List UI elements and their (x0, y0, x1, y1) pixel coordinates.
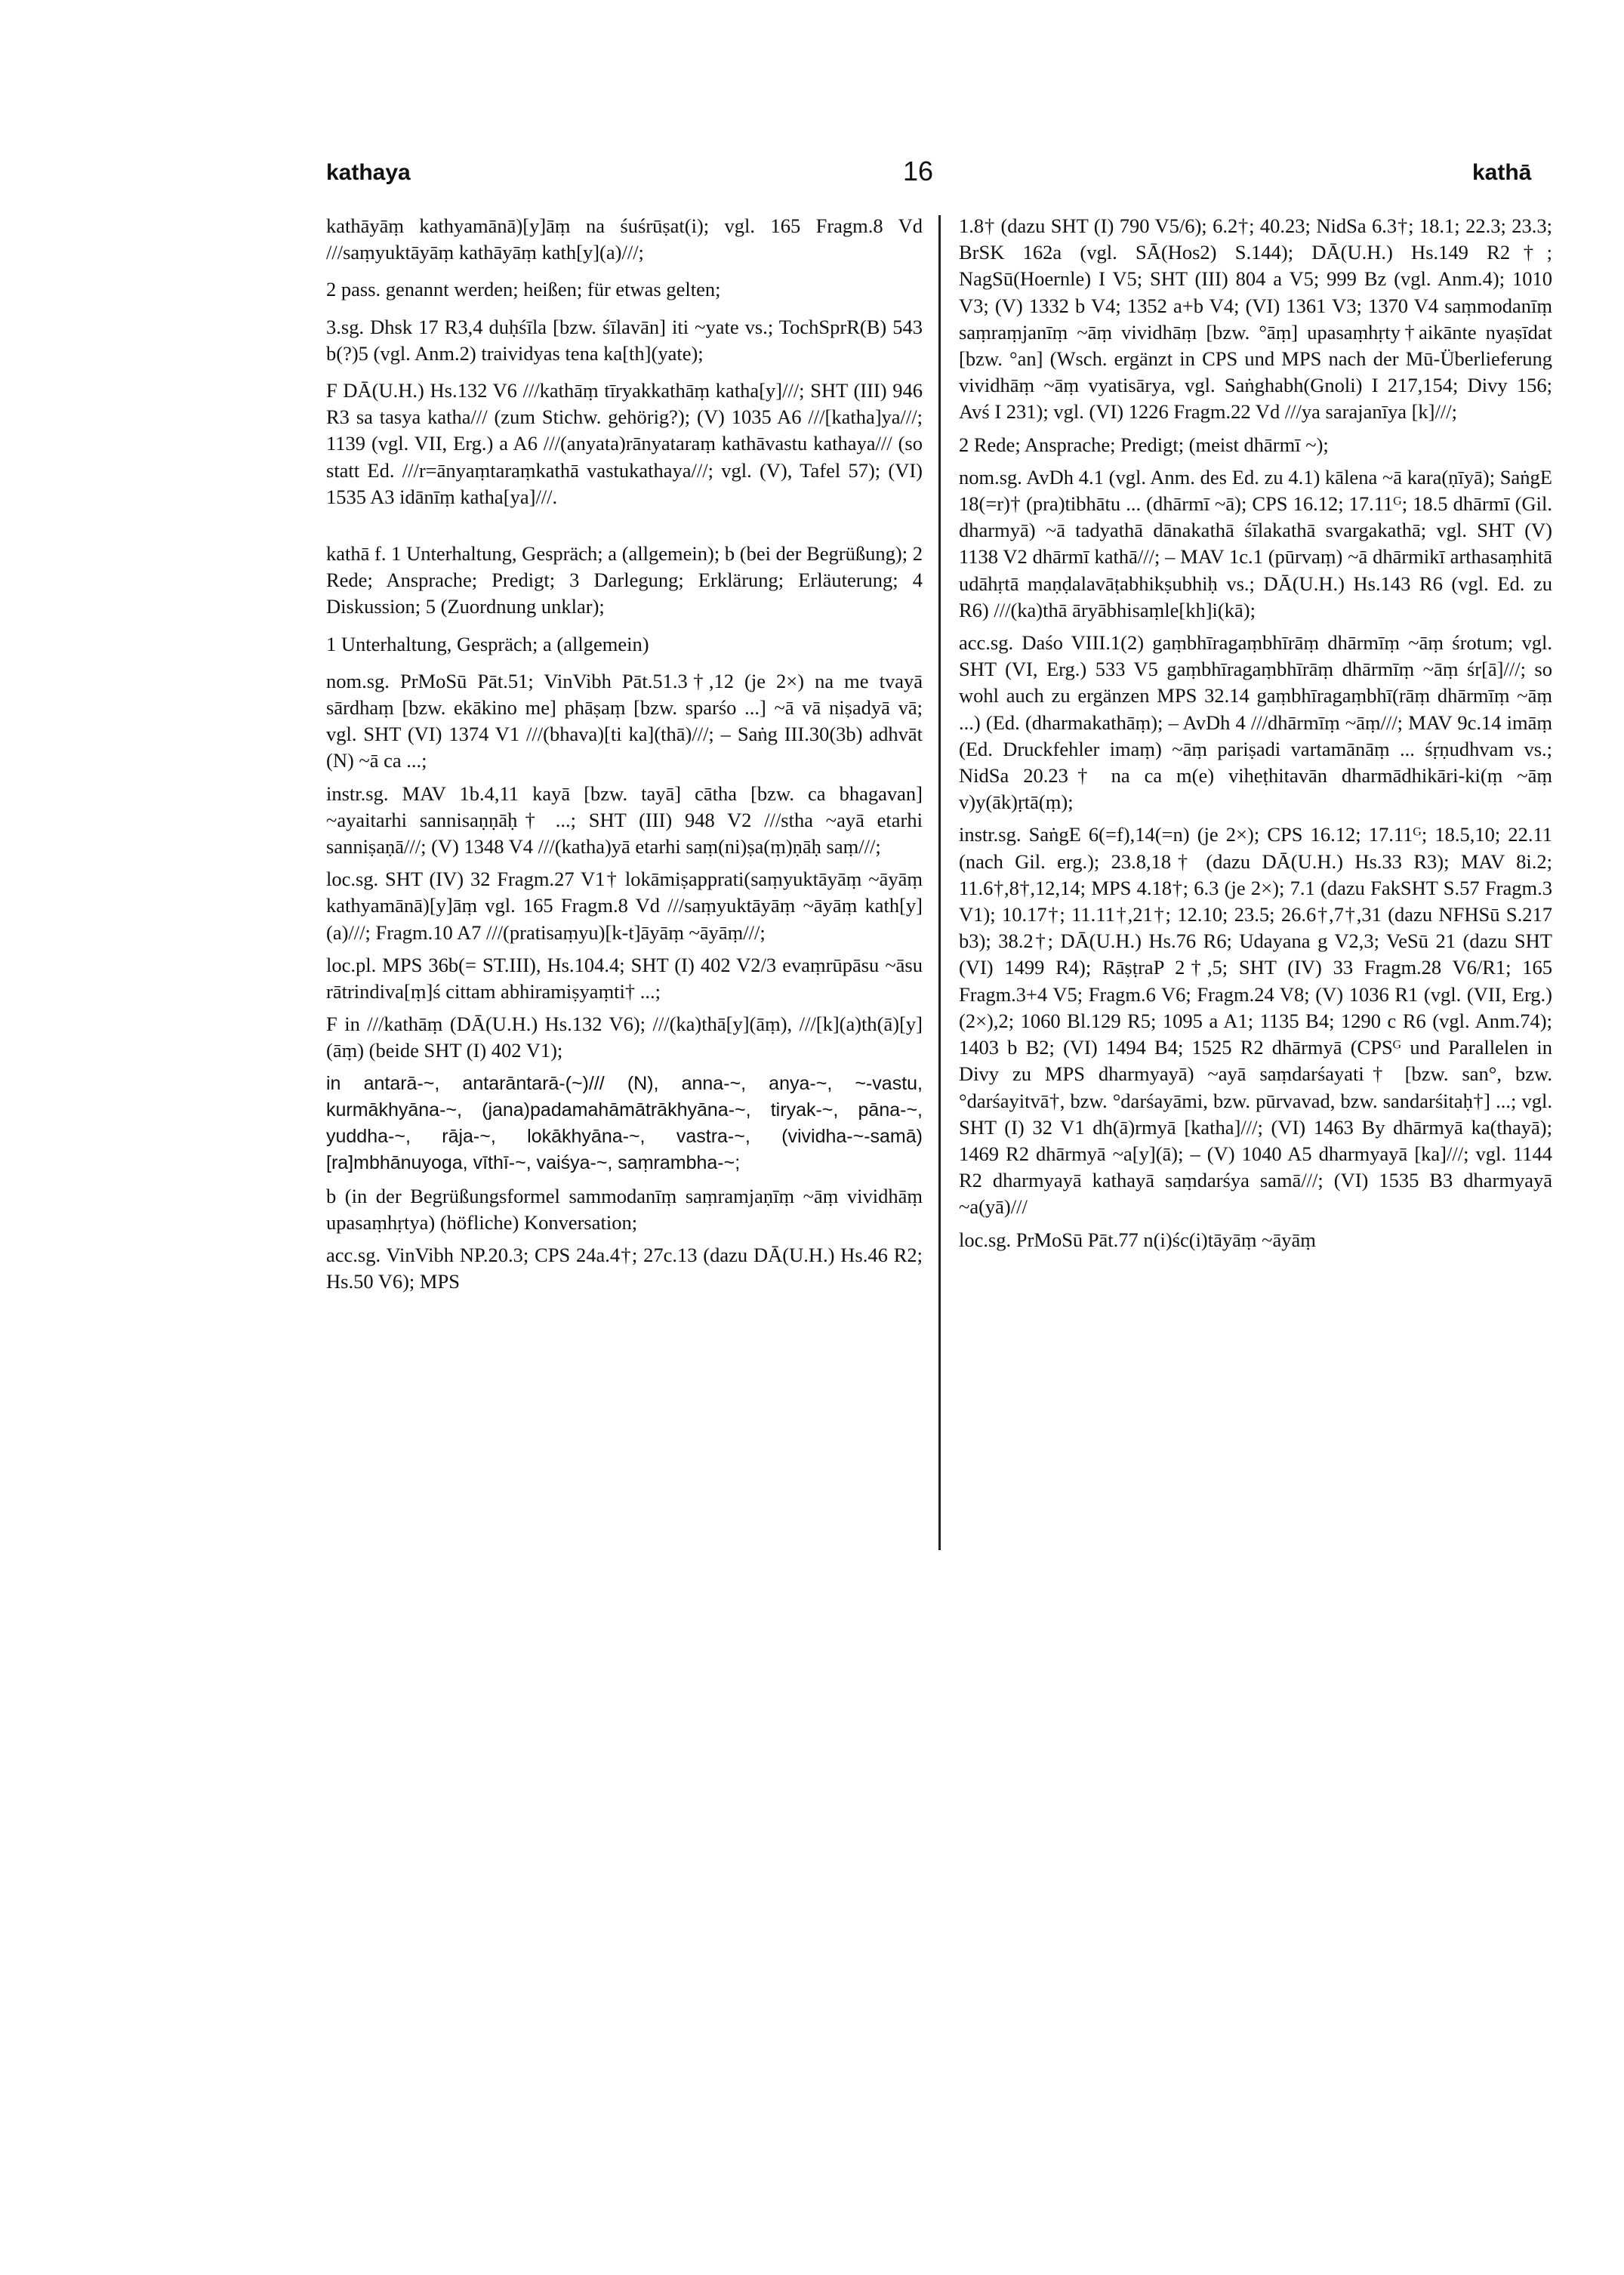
sense-heading: b (in der Begrüßungsformel sammodanīṃ saṃramjaṇīṃ ~āṃ vividhāṃ upasaṃhṛtya) (höfliche) Konversation; (326, 1184, 923, 1234)
page-number: 16 (903, 156, 934, 187)
sense-heading: 1 Unterhaltung, Gespräch; a (allgemein) (326, 632, 649, 655)
header-left-headword: kathaya (326, 160, 411, 185)
entry-paragraph: instr.sg. SaṅgE 6(=f),14(=n) (je 2×); CPS 16.12; 17.11ᴳ; 18.5,10; 22.11 (nach Gil. erg.); 23.8,18† (dazu DĀ(U.H.) Hs.33 R3); MAV 8i.2; 11.6†,8†,12,14; MPS 4.18†; 6.3 (je 2×); 7.1 (dazu FakSHT S.57 Fragm.3 V1); 10.17†; 11.11†,21†; 12.10; 23.5; 26.6†,7†,31 (dazu NFHSū S.217 b3); 38.2†; DĀ(U.H.) Hs.76 R6; Udayana g V2,3; VeSū 21 (dazu SHT (VI) 1499 R4); RāṣṭraP 2†,5; SHT (IV) 33 Fragm.28 V6/R1; 165 Fragm.3+4 V5; Fragm.6 V6; Fragm.24 V8; (V) 1036 R1 (vgl. (VII, Erg.)(2×),2; 1060 Bl.129 R5; 1095 a A1; 1135 B4; 1290 c R6 (vgl. Anm.74); 1403 b B2; (VI) 1494 B4; 1525 R2 dhārmyā (CPSᴳ und Parallelen in Divy zu MPS dharmyayā) ~ayā saṃdarśayati† [bzw. san°, bzw. °darśayitvā†, bzw. °darśayāmi, bzw. pūrvavad, bzw. sandarśitaḥ†] ...; vgl. SHT (I) 32 V1 dh(ā)rmyā [katha]///; (VI) 1463 By dhārmyā ka(thayā); 1469 R2 dhārmyā ~a[y](ā); – (V) 1040 A5 dharmyayā [ka]///; vgl. 1144 R2 dharmyayā kathayā saṃdarśya samā///; (VI) 1535 B3 dharmyayā ~a(yā)/// (959, 823, 1552, 1219)
header-right-headword: kathā (1472, 160, 1532, 185)
entry-paragraph: acc.sg. Daśo VIII.1(2) gaṃbhīragaṃbhīrāṃ dhārmīṃ ~āṃ śrotum; vgl. SHT (VI, Erg.) 533 V5 gaṃbhīragaṃbhīrāṃ dhārmīṃ ~āṃ śr[ā]///; so wohl auch zu ergänzen MPS 32.14 gaṃbhīragaṃbhī(rāṃ dhārmīṃ ~āṃ ...) (Ed. (dharmakathāṃ); – AvDh 4 ///dhārmīṃ ~āṃ///; MAV 9c.14 imāṃ (Ed. Druckfehler imaṃ) ~āṃ pariṣadi vartamānāṃ ... śṛṇudhvam vs.; NidSa 20.23† na ca m(e) viheṭhitavān dharmādhikāri-ki(ṃ ~āṃ v)y(āk)ṛtā(ṃ); (959, 631, 1552, 814)
entry-paragraph: loc.sg. SHT (IV) 32 Fragm.27 V1† lokāmiṣapprati(saṃyuktāyāṃ ~āyāṃ kathyamānā)[y]āṃ vgl. 165 Fragm.8 Vd ///saṃyuktāyāṃ ~āyāṃ kath[y](a)///; Fragm.10 A7 ///(pratisaṃyu)[k-t]āyāṃ ~āyāṃ///; (326, 868, 923, 944)
entry-paragraph: 3.sg. Dhsk 17 R3,4 duḥśīla [bzw. śīlavān] iti ~yate vs.; TochSprR(B) 543 b(?)5 (vgl. Anm.2) traividyas tena ka[th](yate); (326, 315, 923, 365)
left-column (326, 213, 923, 1301)
entry-paragraph: F in ///kathāṃ (DĀ(U.H.) Hs.132 V6); ///(ka)thā[y](āṃ), ///[k](a)th(ā)[y](āṃ) (beide SHT (I) 402 V1); (326, 1013, 923, 1062)
entry-paragraph: nom.sg. PrMoSū Pāt.51; VinVibh Pāt.51.3†,12 (je 2×) na me tvayā sārdhaṃ [bzw. ekākino me] phāṣaṃ [bzw. sparśo ...] ~ā vā niṣadyā vā; vgl. SHT (VI) 1374 V1 ///(bhava)[ti ka](thā)///; – Saṅg III.30(3b) adhvāt (N) ~ā ca ...; (326, 669, 923, 772)
entry-paragraph: instr.sg. MAV 1b.4,11 kayā [bzw. tayā] cātha [bzw. ca bhagavan] ~ayaitarhi sannisaṇṇāḥ† ...; SHT (III) 948 V2 ///stha ~ayā etarhi sanniṣaṇā///; (V) 1348 V4 ///(katha)yā etarhi saṃ(ni)ṣa(ṃ)ṇāḥ saṃ///; (326, 781, 923, 859)
entry-paragraph: 1.8† (dazu SHT (I) 790 V5/6); 6.2†; 40.23; NidSa 6.3†; 18.1; 22.3; 23.3; BrSK 162a (vgl. SĀ(Hos2) S.144); DĀ(U.H.) Hs.149 R2†; NagSū(Hoernle) I V5; SHT (III) 804 a V5; 999 Bz (vgl. Anm.4); 1010 V3; (V) 1332 b V4; 1352 a+b V4; (VI) 1361 V3; 1370 V4 saṃmodanīṃ saṃraṃjanīṃ ~āṃ vividhāṃ [bzw. °āṃ] upasaṃhṛty†aikānte nyaṣīdat [bzw. °an] (Wsch. ergänzt in CPS und MPS nach der Mū-Überlieferung vividhāṃ ~āṃ vyatisārya, vgl. Saṅghabh(Gnoli) I 217,154; Divy 156; Avś I 231); vgl. (VI) 1226 Fragm.22 Vd ///ya sarajanīya [k]///; (959, 214, 1552, 424)
entry-paragraph: loc.pl. MPS 36b(= ST.III), Hs.104.4; SHT (I) 402 V2/3 evaṃrūpāsu ~āsu rātrindiva[ṃ]ś cittam abhiramiṣyaṃti† ...; (326, 953, 923, 1003)
entry-paragraph: kathāyāṃ kathyamānā)[y]āṃ na śuśrūṣat(i); vgl. 165 Fragm.8 Vd ///saṃyuktāyāṃ kathāyāṃ kath[y](a)///; (326, 214, 923, 264)
running-header (0, 156, 1624, 198)
sense-heading: 2 Rede; Ansprache; Predigt; (meist dhārmī ~); (959, 433, 1329, 456)
entry-paragraph: acc.sg. VinVibh NP.20.3; CPS 24a.4†; 27c.13 (dazu DĀ(U.H.) Hs.46 R2; Hs.50 V6); MPS (326, 1243, 923, 1293)
entry-paragraph: 2 pass. genannt werden; heißen; für etwas gelten; (326, 278, 721, 301)
entry-paragraph: loc.sg. PrMoSū Pāt.77 n(i)śc(i)tāyāṃ ~āyāṃ (959, 1228, 1316, 1251)
entry-paragraph: F DĀ(U.H.) Hs.132 V6 ///kathāṃ tīryakkathāṃ katha[y]///; SHT (III) 946 R3 sa tasya katha/// (zum Stichw. gehörig?); (V) 1035 A6 ///[katha]ya///; 1139 (vgl. VII, Erg.) a A6 ///(anyata)rānyataraṃ kathāvastu kathaya/// (so statt Ed. ///r=ānyaṃtaraṃkathā vastukathaya///; vgl. (V), Tafel 57); (VI) 1535 A3 idānīṃ katha[ya]///. (326, 379, 923, 508)
entry-paragraph: nom.sg. AvDh 4.1 (vgl. Anm. des Ed. zu 4.1) kālena ~ā kara(ṇīyā); SaṅgE 18(=r)† (pra)tibhātu ... (dhārmī ~ā); CPS 16.12; 17.11ᴳ; 18.5 dhārmī (Gil. dharmyā) ~ā tadyathā dānakathā śīlakathā svargakathā; vgl. SHT (V) 1138 V2 dhārmī kathā///; – MAV 1c.1 (pūrvaṃ) ~ā dhārmikī arthasaṃhitā udāhṛtā maṇḍalavāṭabhikṣubhiḥ vs.; DĀ(U.H.) Hs.143 R6 (vgl. Ed. zu R6) ///(ka)thā āryābhisaṃle[kh]i(kā); (959, 465, 1552, 621)
right-column (959, 213, 1552, 1259)
headword-entry-katha: kathā f. 1 Unterhaltung, Gespräch; a (allgemein); b (bei der Begrüßung); 2 Rede; Ansprache; Predigt; 3 Darlegung; Erklärung; Erläuterung; 4 Diskussion; 5 (Zuordnung unklar); (326, 542, 923, 618)
column-divider (938, 215, 941, 1550)
compounds-list: in antarā-~, antarāntarā-(~)/// (N), anna-~, anya-~, ~-vastu, kurmākhyāna-~, (jana)padamahāmātrākhyāna-~, tiryak-~, pāna-~, yuddha-~, rāja-~, lokākhyāna-~, vastra-~, (vividha-~-samā)[ra]mbhānuyoga, vīthī-~, vaiśya-~, saṃrambha-~; (326, 1072, 923, 1174)
